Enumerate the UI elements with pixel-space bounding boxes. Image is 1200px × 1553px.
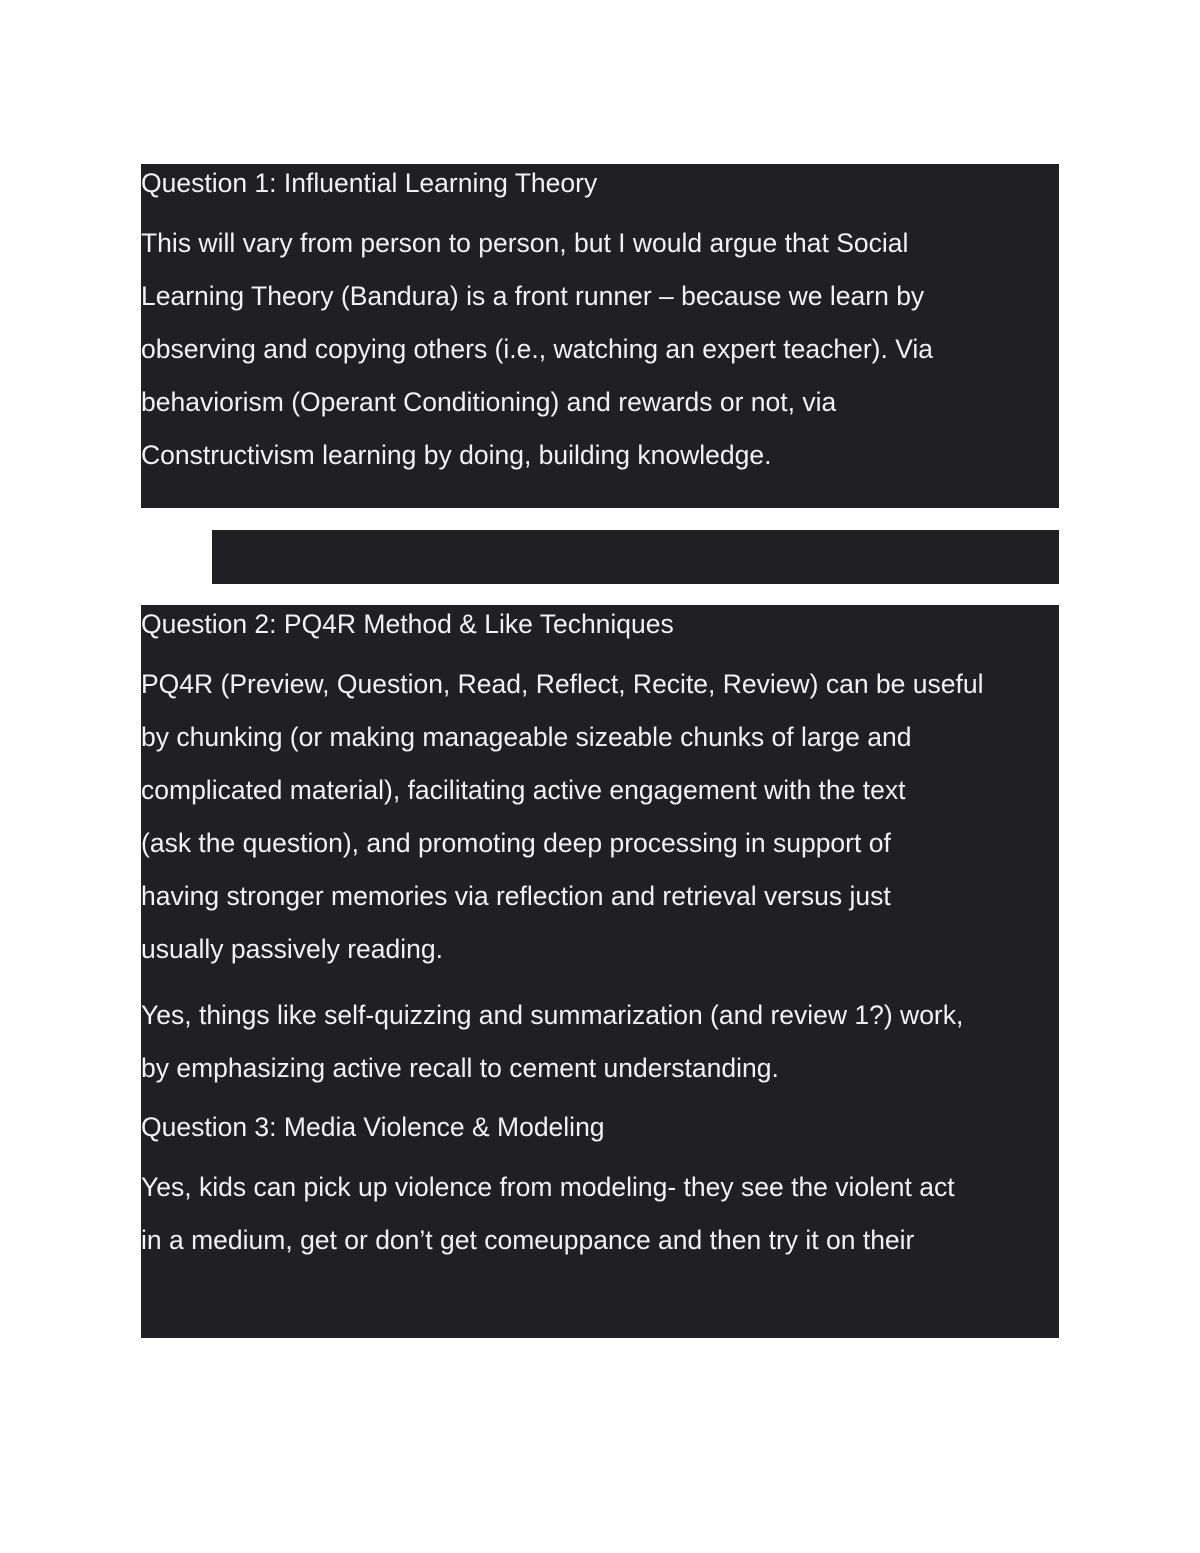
question-2-para1-line: PQ4R (Preview, Question, Read, Reflect, Recite, Review) can be useful [141, 669, 984, 699]
question-2-heading: Question 2: PQ4R Method & Like Techniques [141, 609, 674, 639]
question-1-line: behaviorism (Operant Conditioning) and rewards or not, via [141, 387, 837, 417]
empty-dark-bar [212, 530, 1059, 584]
question-1-heading: Question 1: Influential Learning Theory [141, 168, 598, 198]
question-3-line: Yes, kids can pick up violence from modeling- they see the violent act [141, 1172, 955, 1202]
question-1-line: observing and copying others (i.e., watching an expert teacher). Via [141, 334, 934, 364]
question-2-para1-line: by chunking (or making manageable sizeable chunks of large and [141, 722, 912, 752]
question-2-para1-line: (ask the question), and promoting deep processing in support of [141, 828, 891, 858]
question-1-line: This will vary from person to person, but I would argue that Social [141, 228, 909, 258]
question-2-para2-line: by emphasizing active recall to cement understanding. [141, 1053, 779, 1083]
question-1-line: Learning Theory (Bandura) is a front runner – because we learn by [141, 281, 925, 311]
question-2-para1-line: usually passively reading. [141, 934, 443, 964]
question-2-3-block [141, 605, 1059, 1338]
question-3-line: in a medium, get or don’t get comeuppance and then try it on their [141, 1225, 915, 1255]
question-2-para2-line: Yes, things like self-quizzing and summarization (and review 1?) work, [141, 1000, 964, 1030]
question-2-para1-line: complicated material), facilitating active engagement with the text [141, 775, 906, 805]
question-3-heading: Question 3: Media Violence & Modeling [141, 1112, 605, 1142]
question-1-block [141, 164, 1059, 508]
question-1-line: Constructivism learning by doing, building knowledge. [141, 440, 772, 470]
question-2-para1-line: having stronger memories via reflection and retrieval versus just [141, 881, 891, 911]
